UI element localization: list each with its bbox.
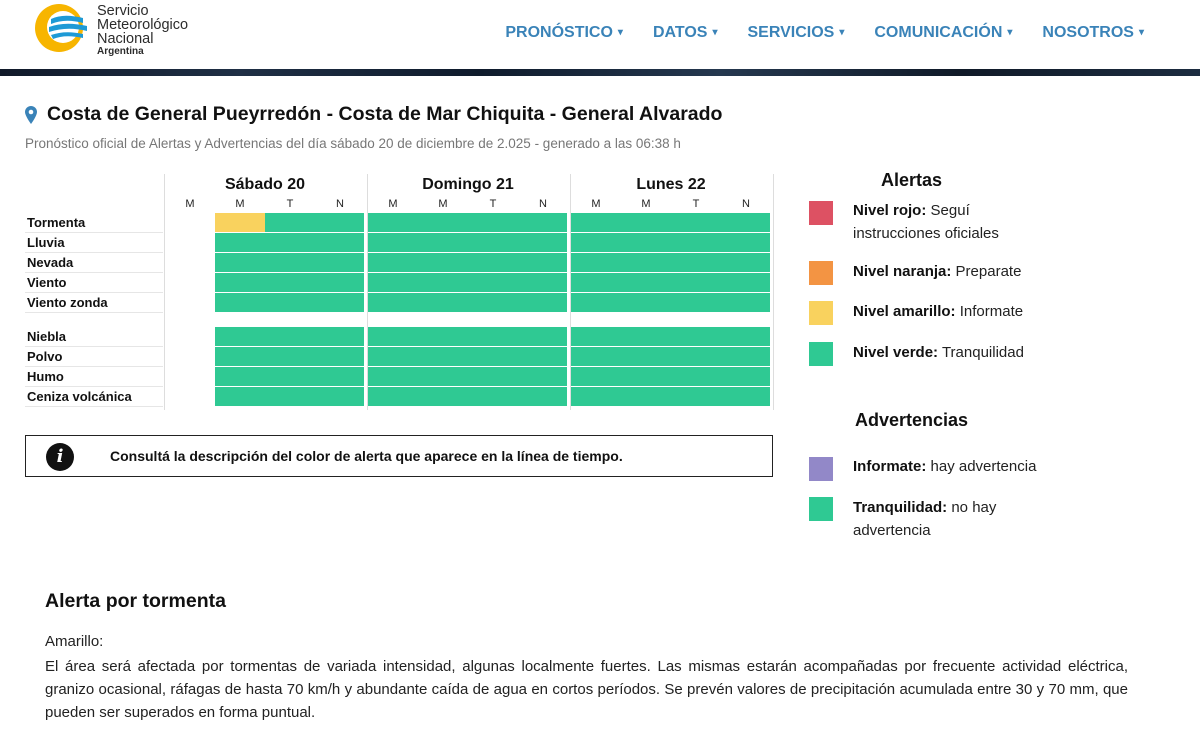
legend-desc: Seguí instrucciones oficiales (853, 202, 999, 242)
alert-cell-green[interactable] (215, 253, 265, 272)
page-title: Costa de General Pueyrredón - Costa de Mar Chiquita - General Alvarado (47, 103, 723, 125)
alert-cell-green[interactable] (315, 293, 364, 312)
chevron-down-icon: ▾ (1138, 27, 1144, 38)
logo-line-4: Argentina (97, 46, 144, 57)
smn-logo-icon (33, 2, 89, 54)
info-text: Consultá la descripción del color de alerta que aparece en la línea de tiempo. (110, 448, 623, 464)
alert-cell-green[interactable] (621, 253, 671, 272)
alert-cell-green[interactable] (671, 327, 721, 346)
logo-line-1: Servicio (97, 3, 149, 19)
period-label: N (539, 198, 547, 210)
alert-cell-green[interactable] (418, 347, 468, 366)
row-label: Nevada (27, 255, 74, 270)
alert-cell-green[interactable] (621, 387, 671, 406)
alert-cell-green[interactable] (215, 293, 265, 312)
legend-label: Nivel naranja: (853, 263, 952, 280)
alert-cell-green[interactable] (315, 273, 364, 292)
alert-cell-green[interactable] (315, 233, 364, 252)
alert-cell-green[interactable] (671, 293, 721, 312)
legend-label: Nivel amarillo: (853, 303, 956, 320)
row-divider (25, 252, 163, 253)
alert-cell-green[interactable] (418, 233, 468, 252)
alert-cell-green[interactable] (265, 253, 315, 272)
alert-cell-green[interactable] (571, 367, 621, 386)
row-label: Lluvia (27, 235, 65, 250)
grid-divider (773, 174, 774, 410)
info-notice (25, 435, 773, 477)
period-label: T (286, 198, 294, 210)
smn-logo-text (97, 4, 188, 58)
row-divider (25, 272, 163, 273)
alert-cell-green[interactable] (315, 213, 364, 232)
alert-cell-green[interactable] (721, 233, 770, 252)
legend-warnings-title: Advertencias (855, 410, 969, 430)
alert-cell-green[interactable] (215, 387, 265, 406)
alert-level-label: Amarillo: (45, 633, 104, 650)
legend-swatch-orange (809, 261, 833, 285)
alert-cell-green[interactable] (571, 253, 621, 272)
row-label: Niebla (27, 329, 67, 344)
alert-cell-green[interactable] (368, 293, 418, 312)
alert-cell-green[interactable] (315, 253, 364, 272)
alert-cell-green[interactable] (621, 367, 671, 386)
alert-description-body: El área será afectada por tormentas de variada intensidad, algunas localmente fuertes. Las mismas estarán acompañadas por frecuente actividad eléctrica, granizo ocasional, ráfagas de hasta 70 km/h y abundante caída de agua en cortos períodos. Se prevén valores de precipitación acumulada entre 30 y 70 mm, que pueden ser superados en forma puntual. (45, 658, 1128, 721)
alert-cell-green[interactable] (468, 367, 518, 386)
legend-desc: Informate (959, 303, 1024, 320)
alert-cell-green[interactable] (215, 233, 265, 252)
alert-cell-green[interactable] (368, 387, 418, 406)
nav-servicios[interactable] (748, 24, 845, 42)
alert-cell-green[interactable] (418, 387, 468, 406)
chevron-down-icon: ▾ (712, 27, 718, 38)
alert-cell-green[interactable] (368, 233, 418, 252)
alert-cell-green[interactable] (571, 233, 621, 252)
alert-cell-green[interactable] (265, 213, 315, 232)
nav-label: SERVICIOS (747, 24, 835, 41)
period-label: N (336, 198, 344, 210)
smn-logo[interactable] (33, 2, 233, 56)
alert-cell-green[interactable] (518, 367, 567, 386)
row-label: Polvo (27, 349, 63, 364)
row-label: Tormenta (27, 215, 86, 230)
alert-cell-green[interactable] (265, 367, 315, 386)
row-label: Humo (27, 369, 64, 384)
alert-cell-green[interactable] (468, 233, 518, 252)
legend-desc: hay advertencia (930, 458, 1037, 475)
row-divider (25, 366, 163, 367)
info-icon: i (46, 443, 74, 471)
location-pin-icon (25, 106, 37, 124)
alert-cell-yellow[interactable] (215, 213, 265, 232)
chevron-down-icon: ▾ (1007, 27, 1013, 38)
nav-label: PRONÓSTICO (505, 24, 613, 41)
row-divider (25, 232, 163, 233)
alert-cell-green[interactable] (315, 367, 364, 386)
alert-cell-green[interactable] (265, 293, 315, 312)
row-divider (25, 292, 163, 293)
alert-cell-green[interactable] (265, 273, 315, 292)
alert-cell-green[interactable] (468, 387, 518, 406)
legend-item-tranquilidad (853, 496, 1053, 542)
row-label: Viento (27, 275, 67, 290)
alert-cell-green[interactable] (721, 273, 770, 292)
alert-cell-green[interactable] (368, 273, 418, 292)
alert-cell-green[interactable] (265, 233, 315, 252)
forecast-subtitle: Pronóstico oficial de Alertas y Advertencias del día sábado 20 de diciembre de 2.025 - generado a las 06:38 h (25, 136, 681, 151)
legend-item-yellow (853, 300, 1053, 323)
alert-cell-green[interactable] (418, 213, 468, 232)
alert-cell-green[interactable] (721, 293, 770, 312)
legend-desc: Preparate (955, 263, 1022, 280)
alert-cell-green[interactable] (518, 387, 567, 406)
chevron-down-icon: ▾ (839, 27, 845, 38)
logo-line-3: Nacional (97, 31, 154, 47)
row-divider (25, 386, 163, 387)
period-label: M (591, 198, 601, 210)
alert-cell-green[interactable] (621, 347, 671, 366)
alert-cell-green[interactable] (468, 273, 518, 292)
site-header (0, 0, 1200, 70)
row-divider (25, 346, 163, 347)
alert-cell-green[interactable] (215, 367, 265, 386)
nav-datos[interactable] (653, 24, 718, 42)
alert-cell-green[interactable] (315, 347, 364, 366)
alert-cell-green[interactable] (368, 253, 418, 272)
nav-label: DATOS (652, 24, 708, 41)
main-nav (475, 24, 1144, 42)
period-label: M (185, 198, 195, 210)
legend-label: Informate: (853, 458, 927, 475)
day-header: Lunes 22 (636, 176, 706, 193)
alert-cell-green[interactable] (418, 253, 468, 272)
alert-timeline-grid (25, 174, 775, 410)
alert-cell-green[interactable] (671, 213, 721, 232)
row-label: Ceniza volcánica (27, 389, 132, 404)
alert-cell-green[interactable] (671, 233, 721, 252)
legend-swatch-green-warning (809, 497, 833, 521)
nav-label: NOSOTROS (1042, 24, 1134, 41)
legend-desc: Tranquilidad (941, 344, 1024, 361)
alert-cell-green[interactable] (571, 293, 621, 312)
period-label: M (235, 198, 245, 210)
legend-item-red (853, 199, 1053, 245)
alert-cell-green[interactable] (571, 347, 621, 366)
header-banner-strip (0, 69, 1200, 76)
period-label: T (692, 198, 700, 210)
alert-cell-green[interactable] (368, 327, 418, 346)
nav-label: COMUNICACIÓN (874, 24, 1003, 41)
period-label: M (388, 198, 398, 210)
alert-cell-green[interactable] (671, 273, 721, 292)
row-label: Viento zonda (27, 295, 108, 310)
alert-cell-green[interactable] (671, 253, 721, 272)
alert-cell-green[interactable] (721, 327, 770, 346)
nav-comunicacion[interactable] (874, 24, 1012, 42)
alert-cell-green[interactable] (518, 347, 567, 366)
period-label: M (641, 198, 651, 210)
period-label: M (438, 198, 448, 210)
alert-cell-green[interactable] (621, 273, 671, 292)
legend-item-green (853, 341, 1053, 364)
alert-cell-green[interactable] (265, 347, 315, 366)
alert-cell-green[interactable] (315, 387, 364, 406)
alert-cell-green[interactable] (518, 253, 567, 272)
nav-pronostico[interactable] (505, 24, 623, 42)
alert-cell-green[interactable] (721, 367, 770, 386)
alert-cell-green[interactable] (468, 213, 518, 232)
alert-cell-green[interactable] (721, 387, 770, 406)
alert-cell-green[interactable] (518, 327, 567, 346)
row-divider (25, 312, 163, 313)
alert-cell-green[interactable] (418, 327, 468, 346)
nav-nosotros[interactable] (1042, 24, 1144, 42)
alert-cell-green[interactable] (571, 273, 621, 292)
alert-cell-green[interactable] (518, 213, 567, 232)
alert-cell-green[interactable] (315, 327, 364, 346)
alert-cell-green[interactable] (418, 367, 468, 386)
alert-cell-green[interactable] (368, 213, 418, 232)
alert-cell-green[interactable] (621, 327, 671, 346)
alert-cell-green[interactable] (468, 327, 518, 346)
alert-cell-green[interactable] (368, 367, 418, 386)
alert-cell-green[interactable] (671, 347, 721, 366)
period-label: T (489, 198, 497, 210)
alert-cell-green[interactable] (265, 387, 315, 406)
alert-cell-green[interactable] (571, 387, 621, 406)
alert-cell-green[interactable] (621, 293, 671, 312)
legend-label: Nivel rojo: (853, 202, 927, 219)
legend-swatch-red (809, 201, 833, 225)
row-divider (25, 406, 163, 407)
day-header: Sábado 20 (224, 176, 306, 193)
day-header: Domingo 21 (422, 176, 514, 193)
alert-cell-green[interactable] (215, 327, 265, 346)
alert-cell-green[interactable] (468, 347, 518, 366)
alert-description-title: Alerta por tormenta (45, 590, 226, 612)
legend-swatch-purple (809, 457, 833, 481)
alert-cell-green[interactable] (721, 213, 770, 232)
legend-swatch-green (809, 342, 833, 366)
legend-item-purple (853, 455, 1053, 478)
legend-label: Tranquilidad: (853, 499, 948, 516)
alert-cell-green[interactable] (671, 367, 721, 386)
alert-cell-green[interactable] (265, 327, 315, 346)
logo-line-2: Meteorológico (97, 17, 189, 33)
alert-cell-green[interactable] (621, 213, 671, 232)
period-label: N (742, 198, 750, 210)
alert-cell-green[interactable] (468, 253, 518, 272)
legend-desc: no hay advertencia (853, 499, 997, 539)
legend-swatch-yellow (809, 301, 833, 325)
legend-label: Nivel verde: (853, 344, 939, 361)
alert-cell-green[interactable] (518, 233, 567, 252)
alert-cell-green[interactable] (418, 293, 468, 312)
legend-alerts-title: Alertas (881, 170, 943, 190)
alert-cell-green[interactable] (721, 347, 770, 366)
alert-cell-green[interactable] (215, 347, 265, 366)
alert-cell-green[interactable] (468, 293, 518, 312)
alert-cell-green[interactable] (518, 293, 567, 312)
title-row (25, 103, 722, 126)
alert-cell-green[interactable] (518, 273, 567, 292)
grid-divider (164, 174, 165, 410)
alert-cell-green[interactable] (571, 213, 621, 232)
alert-cell-green[interactable] (721, 253, 770, 272)
alert-cell-green[interactable] (671, 387, 721, 406)
alert-cell-green[interactable] (571, 327, 621, 346)
alert-cell-green[interactable] (621, 233, 671, 252)
chevron-down-icon: ▾ (617, 27, 623, 38)
legend-item-orange (853, 260, 1053, 283)
alert-cell-green[interactable] (215, 273, 265, 292)
alert-cell-green[interactable] (418, 273, 468, 292)
alert-cell-green[interactable] (368, 347, 418, 366)
